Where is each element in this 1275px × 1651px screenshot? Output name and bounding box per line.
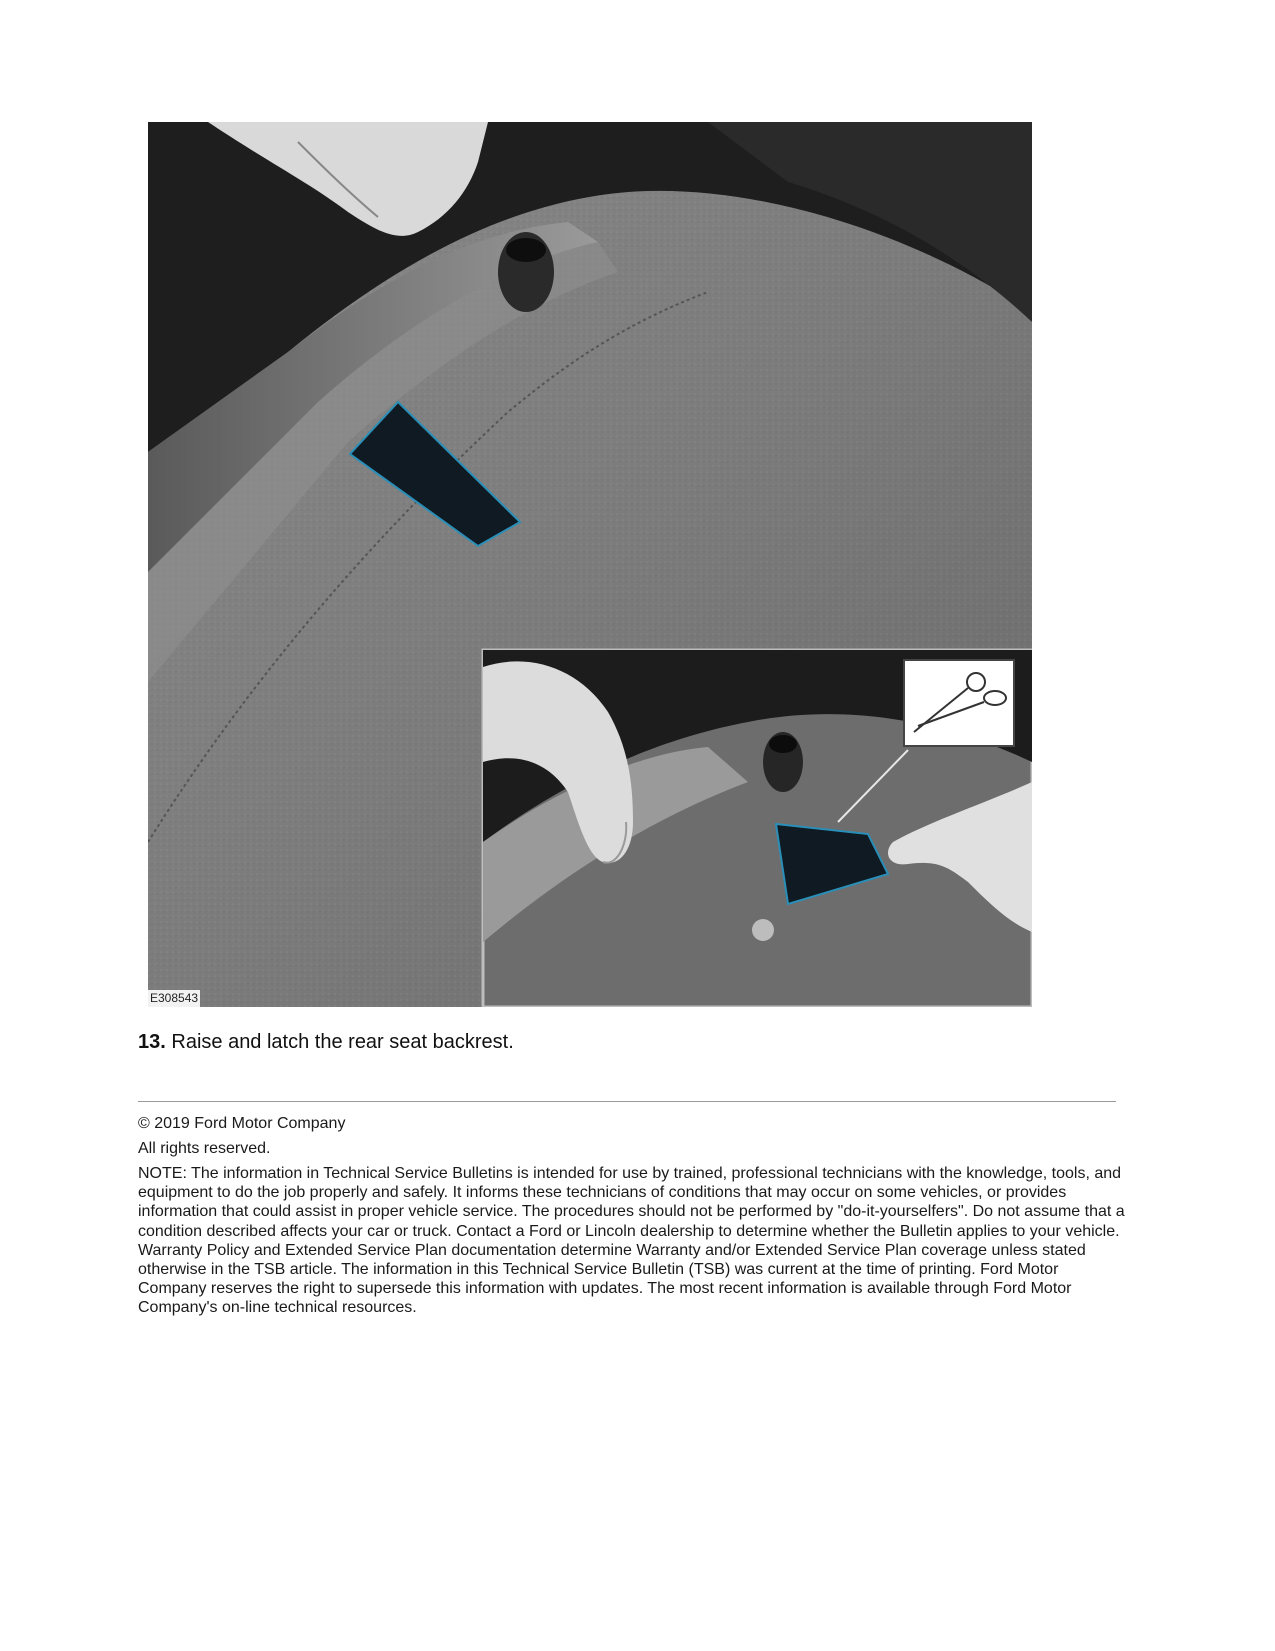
inset-photo: [483, 650, 1032, 1007]
copyright-text: © 2019 Ford Motor Company: [138, 1115, 346, 1132]
service-photo: [148, 122, 1032, 1007]
scissors-icon: [904, 660, 1014, 746]
service-photo-illustration: [148, 122, 1032, 1007]
step-number: 13.: [138, 1031, 166, 1053]
legal-note: NOTE: The information in Technical Service Bulletins is intended for use by trained, professional technicians with the knowledge, tools, and equipment to do the job properly and safely. It informs these technicians of conditions that may occur on some vehicles, or provides information that could assist in proper vehicle service. The procedures should not be performed by "do-it-yourselfers". Do not assume that a condition described affects your car or truck. Contact a Ford or Lincoln dealership to determine whether the Bulletin applies to your vehicle. Warranty Policy and Extended Service Plan documentation determine Warranty and/or Extended Service Plan coverage unless stated otherwise in the TSB article. The information in this Technical Service Bulletin (TSB) was current at the time of printing. Ford Motor Company reserves the right to supersede this information with updates. The most recent information is available through Ford Motor Company's on-line technical resources.: [138, 1165, 1125, 1317]
rights-text: All rights reserved.: [138, 1140, 271, 1157]
footer-divider: [138, 1101, 1116, 1102]
step-instruction: [138, 1029, 514, 1055]
figure-id-label: E308543: [150, 991, 199, 1005]
step-text: Raise and latch the rear seat backrest.: [171, 1031, 514, 1053]
